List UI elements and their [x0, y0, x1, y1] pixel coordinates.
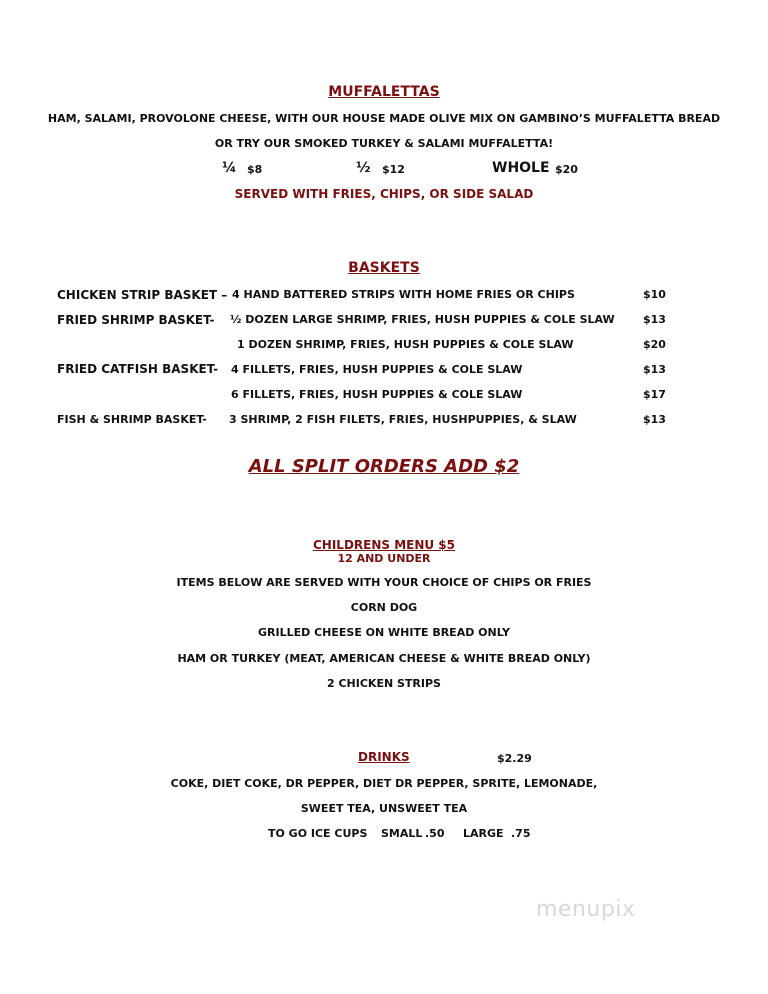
basket-price: $20 — [643, 338, 666, 351]
basket-price: $10 — [643, 288, 666, 301]
childrens-item: 2 CHICKEN STRIPS — [327, 677, 441, 690]
basket-price: $13 — [643, 413, 666, 426]
size-whole-label: WHOLE — [492, 160, 550, 176]
drinks-price: $2.29 — [497, 752, 532, 765]
basket-price: $13 — [643, 363, 666, 376]
basket-description: 1 DOZEN SHRIMP, FRIES, HUSH PUPPIES & COLE SLAW — [237, 338, 574, 351]
basket-price: $13 — [643, 313, 666, 326]
childrens-age-note: 12 AND UNDER — [337, 552, 431, 565]
basket-description: 4 FILLETS, FRIES, HUSH PUPPIES & COLE SLAW — [231, 363, 523, 376]
ice-cup-small-price: .50 — [425, 827, 445, 840]
basket-description: 4 HAND BATTERED STRIPS WITH HOME FRIES OR CHIPS — [232, 288, 575, 301]
split-orders-notice: ALL SPLIT ORDERS ADD $2 — [248, 456, 520, 477]
muffalettas-heading: MUFFALETTAS — [328, 84, 440, 100]
childrens-served-note: ITEMS BELOW ARE SERVED WITH YOUR CHOICE OF CHIPS OR FRIES — [176, 576, 592, 589]
childrens-item: CORN DOG — [350, 601, 418, 614]
ice-cup-small-label: SMALL — [381, 827, 423, 840]
ice-cup-large-price: .75 — [511, 827, 531, 840]
muffalettas-turkey-option: OR TRY OUR SMOKED TURKEY & SALAMI MUFFALETTA! — [214, 137, 554, 150]
basket-name: FRIED CATFISH BASKET- — [57, 362, 219, 376]
basket-name: FRIED SHRIMP BASKET- — [57, 313, 215, 327]
menupix-watermark-logo: menupix — [536, 897, 636, 922]
muffalettas-description: HAM, SALAMI, PROVOLONE CHEESE, WITH OUR HOUSE MADE OLIVE MIX ON GAMBINO’S MUFFALETTA BREAD — [47, 112, 721, 125]
size-quarter-price: $8 — [247, 163, 263, 176]
size-half-label: ½ — [356, 160, 371, 176]
basket-name: CHICKEN STRIP BASKET – — [57, 288, 228, 302]
muffalettas-served-note: SERVED WITH FRIES, CHIPS, OR SIDE SALAD — [234, 187, 534, 201]
size-half-price: $12 — [382, 163, 405, 176]
drinks-list-line-1: COKE, DIET COKE, DR PEPPER, DIET DR PEPPER, SPRITE, LEMONADE, — [170, 777, 598, 790]
childrens-item: HAM OR TURKEY (MEAT, AMERICAN CHEESE & WHITE BREAD ONLY) — [177, 652, 591, 665]
basket-description: 3 SHRIMP, 2 FISH FILETS, FRIES, HUSHPUPPIES, & SLAW — [229, 413, 577, 426]
basket-price: $17 — [643, 388, 666, 401]
childrens-item: GRILLED CHEESE ON WHITE BREAD ONLY — [258, 626, 510, 639]
childrens-menu-heading: CHILDRENS MENU $5 — [312, 538, 456, 552]
ice-cup-large-label: LARGE — [463, 827, 504, 840]
drinks-heading: DRINKS — [358, 750, 410, 764]
size-quarter-label: ¼ — [222, 160, 237, 176]
basket-description: 6 FILLETS, FRIES, HUSH PUPPIES & COLE SLAW — [231, 388, 523, 401]
size-whole-price: $20 — [555, 163, 578, 176]
basket-description: ½ DOZEN LARGE SHRIMP, FRIES, HUSH PUPPIES & COLE SLAW — [230, 313, 615, 326]
basket-name: FISH & SHRIMP BASKET- — [57, 413, 207, 426]
ice-cups-label: TO GO ICE CUPS — [268, 827, 368, 840]
baskets-heading: BASKETS — [348, 260, 420, 276]
drinks-list-line-2: SWEET TEA, UNSWEET TEA — [300, 802, 468, 815]
